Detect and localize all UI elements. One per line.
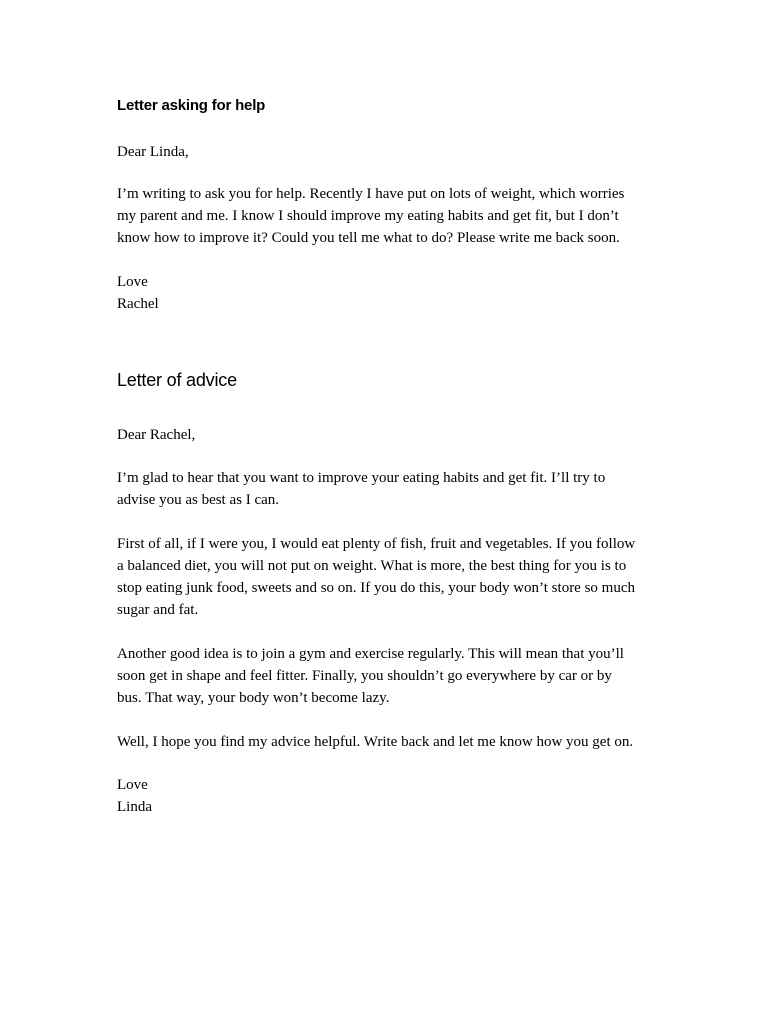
letter1-closing: Love: [117, 274, 148, 290]
letter-of-advice-title: Letter of advice: [117, 370, 237, 390]
letter2-p2-line: First of all, if I were you, I would eat plenty of fish, fruit and vegetables. If you follow: [117, 536, 636, 552]
letter2-signature: Linda: [117, 799, 152, 815]
letter2-p2-line: stop eating junk food, sweets and so on. If you do this, your body won’t store so much: [117, 580, 636, 596]
letter2-paragraph-1: [117, 467, 665, 511]
letter2-greeting: Dear Rachel,: [117, 427, 196, 443]
letter2-paragraph-4: [117, 731, 665, 753]
letter2-closing: Love: [117, 777, 148, 793]
letter2-p3-line: bus. That way, your body won’t become lazy.: [117, 690, 390, 706]
letter1-body-line: my parent and me. I know I should improve my eating habits and get fit, but I don’t: [117, 208, 619, 224]
letter2-signoff: [117, 774, 665, 818]
letter1-body: [117, 183, 665, 249]
letter2-p4-line: Well, I hope you find my advice helpful. Write back and let me know how you get on.: [117, 734, 634, 750]
letter2-paragraph-3: [117, 643, 665, 709]
letter2-p2-line: a balanced diet, you will not put on weight. What is more, the best thing for you is to: [117, 558, 627, 574]
letter2-p1-line: advise you as best as I can.: [117, 492, 280, 508]
letter2-p3-line: Another good idea is to join a gym and exercise regularly. This will mean that you’ll: [117, 646, 624, 662]
letter-asking-for-help-title: Letter asking for help: [117, 97, 266, 114]
letter1-signature: Rachel: [117, 296, 159, 312]
letter2-p1-line: I’m glad to hear that you want to improve your eating habits and get fit. I’ll try to: [117, 470, 606, 486]
letter2-paragraph-2: [117, 533, 665, 621]
letter1-greeting: Dear Linda,: [117, 144, 189, 160]
letter2-p2-line: sugar and fat.: [117, 602, 199, 618]
letter1-body-line: know how to improve it? Could you tell me what to do? Please write me back soon.: [117, 230, 620, 246]
letter2-p3-line: soon get in shape and feel fitter. Finally, you shouldn’t go everywhere by car or by: [117, 668, 612, 684]
letter1-body-line: I’m writing to ask you for help. Recently I have put on lots of weight, which worries: [117, 186, 625, 202]
letter1-signoff: [117, 271, 665, 315]
